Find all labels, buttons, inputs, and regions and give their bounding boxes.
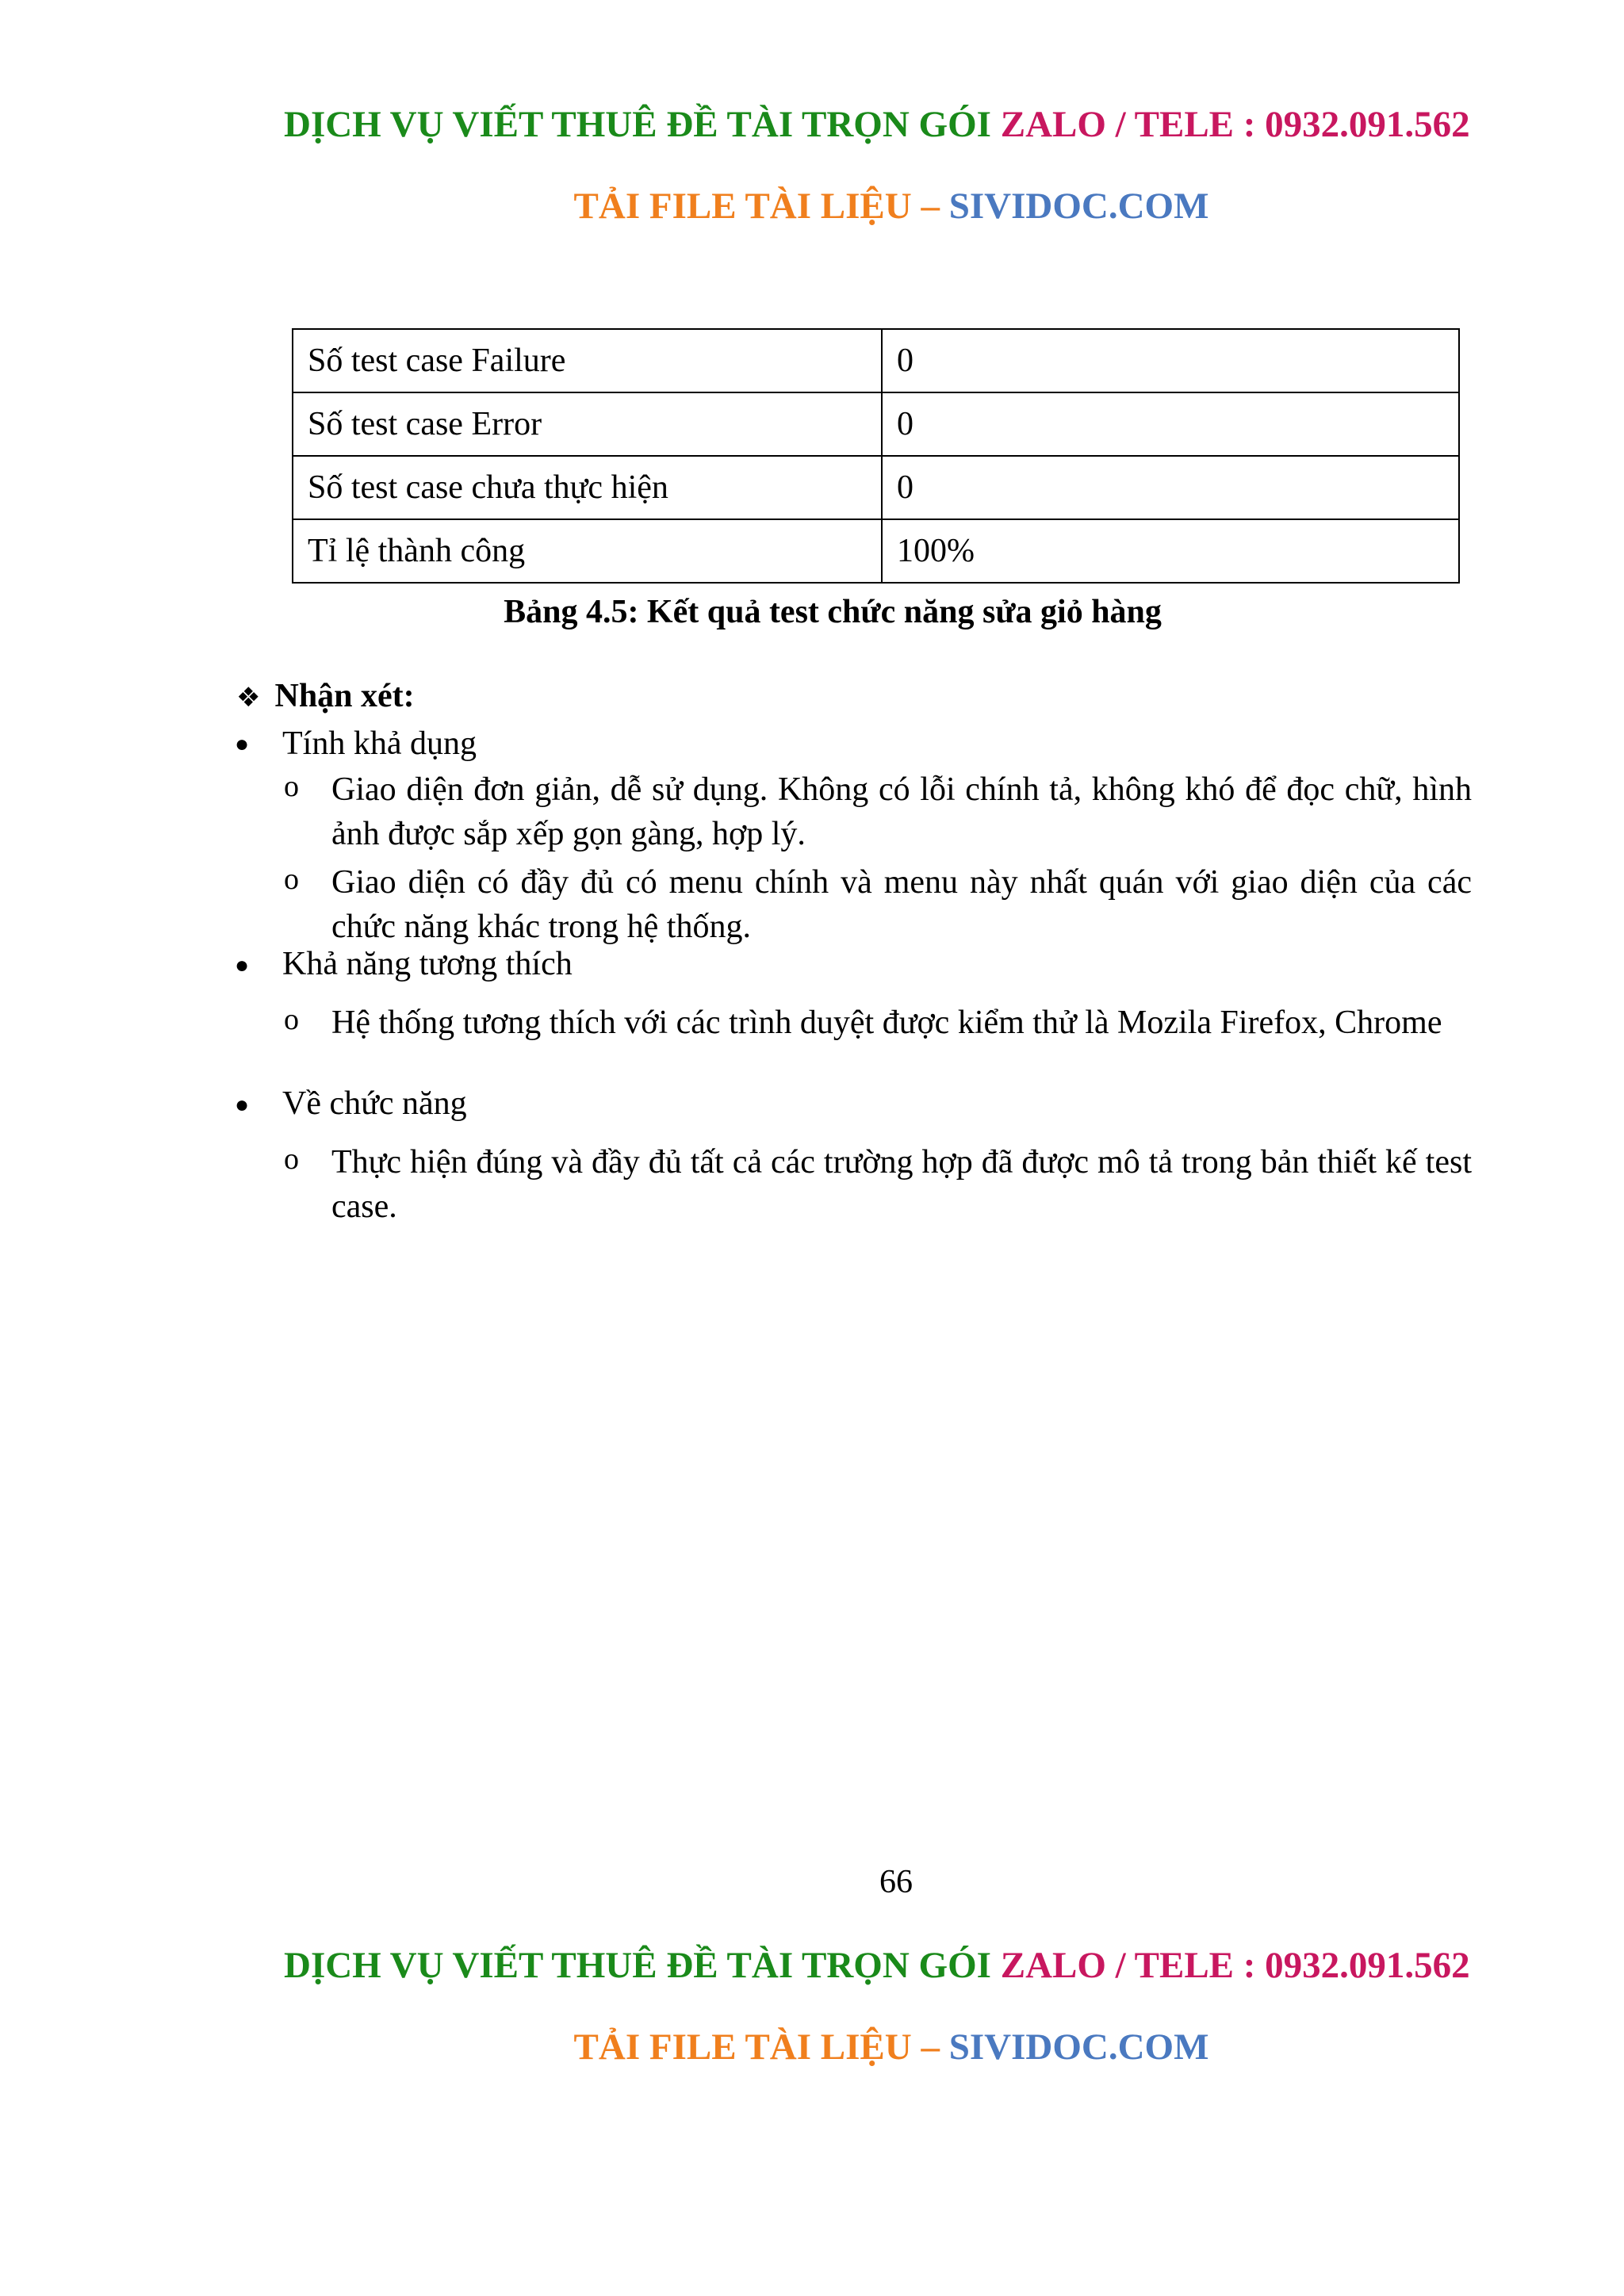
header-site-link[interactable]: SIVIDOC.COM xyxy=(948,186,1209,227)
table-cell-label: Số test case Error xyxy=(293,392,882,456)
circle-bullet-icon: o xyxy=(284,863,299,896)
header-download-line xyxy=(79,185,1624,228)
table-caption: Bảng 4.5: Kết quả test chức năng sửa giỏ hàng xyxy=(504,594,1162,630)
table-cell-label: Số test case chưa thực hiện xyxy=(293,456,882,519)
test-result-table xyxy=(292,328,1460,584)
footer-service-line xyxy=(284,1944,1470,1987)
table-cell-value: 100% xyxy=(882,519,1459,583)
section-title: Về chức năng xyxy=(282,1085,467,1122)
table-cell-label: Tỉ lệ thành công xyxy=(293,519,882,583)
footer-download-text: TẢI FILE TÀI LIỆU – xyxy=(573,2026,940,2068)
table-cell-label: Số test case Failure xyxy=(293,329,882,392)
diamond-bullet-icon: ❖ xyxy=(236,682,261,714)
footer-download-line xyxy=(79,2026,1624,2068)
table-cell-value: 0 xyxy=(882,456,1459,519)
footer-contact-text: ZALO / TELE : 0932.091.562 xyxy=(1000,1945,1470,1986)
section-title: Khả năng tương thích xyxy=(282,946,573,982)
table-cell-value: 0 xyxy=(882,329,1459,392)
table-cell-value: 0 xyxy=(882,392,1459,456)
circle-bullet-icon: o xyxy=(284,1142,299,1176)
circle-bullet-icon: o xyxy=(284,770,299,803)
review-heading xyxy=(236,674,415,720)
header-download-text: TẢI FILE TÀI LIỆU – xyxy=(573,186,940,227)
review-heading-text: Nhận xét: xyxy=(274,678,415,714)
list-item: Giao diện có đầy đủ có menu chính và menu này nhất quán với giao diện của các chức năng khác trong hệ thống. xyxy=(331,864,1472,945)
bullet-icon: ● xyxy=(235,731,250,757)
table-row xyxy=(293,329,1459,392)
table-row xyxy=(293,519,1459,583)
footer-service-text: DỊCH VỤ VIẾT THUÊ ĐỀ TÀI TRỌN GÓI xyxy=(284,1945,991,1986)
header-contact-text: ZALO / TELE : 0932.091.562 xyxy=(1000,104,1470,145)
header-service-line xyxy=(284,103,1470,146)
list-item: Thực hiện đúng và đầy đủ tất cả các trường hợp đã được mô tả trong bản thiết kế test case. xyxy=(331,1144,1472,1225)
list-item: Hệ thống tương thích với các trình duyệt được kiểm thử là Mozila Firefox, Chrome xyxy=(331,1004,1442,1041)
circle-bullet-icon: o xyxy=(284,1003,299,1036)
table-row xyxy=(293,392,1459,456)
bullet-icon: ● xyxy=(235,1092,250,1118)
section-title: Tính khả dụng xyxy=(282,725,477,762)
bullet-icon: ● xyxy=(235,952,250,978)
header-service-text: DỊCH VỤ VIẾT THUÊ ĐỀ TÀI TRỌN GÓI xyxy=(284,104,991,145)
page-number: 66 xyxy=(879,1864,913,1900)
footer-site-link[interactable]: SIVIDOC.COM xyxy=(948,2026,1209,2068)
table-row xyxy=(293,456,1459,519)
list-item: Giao diện đơn giản, dễ sử dụng. Không có lỗi chính tả, không khó để đọc chữ, hình ảnh được sắp xếp gọn gàng, hợp lý. xyxy=(331,771,1472,852)
